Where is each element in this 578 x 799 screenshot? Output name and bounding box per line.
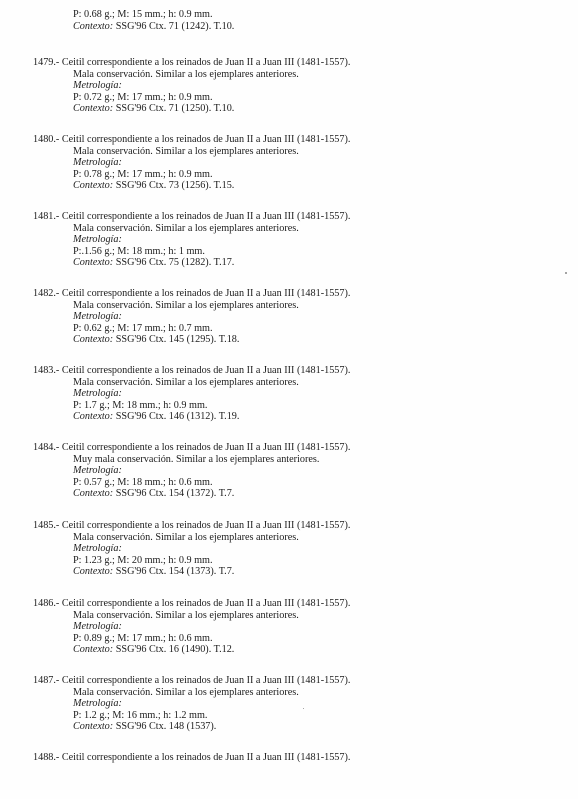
context-value: SSG'96 Ctx. 71 (1242). T.10. (113, 20, 235, 32)
entry-context (33, 180, 573, 192)
entry-metrics: P: 0.68 g.; M: 15 mm.; h: 0.9 mm. (73, 9, 213, 20)
context-value: SSG'96 Ctx. 154 (1373). T.7. (113, 566, 235, 578)
entry-description: Mala conservación. Similar a los ejemplares anteriores. (73, 68, 299, 80)
entry-context (33, 488, 573, 500)
context-value: SSG'96 Ctx. 145 (1295). T.18. (113, 334, 240, 346)
catalog-entry-1483 (33, 365, 573, 423)
catalog-entry-1488 (33, 752, 573, 764)
entry-metrics: P:.1.56 g.; M: 18 mm.; h: 1 mm. (73, 245, 205, 257)
catalog-entry-1480 (33, 134, 573, 192)
catalog-entry-1487 (33, 675, 573, 733)
metrology-label: Metrología: (73, 157, 122, 169)
entry-heading: 1479.- Ceitil correspondiente a los reinados de Juan II a Juan III (1481-1557). (33, 57, 351, 68)
entry-heading: 1488.- Ceitil correspondiente a los reinados de Juan II a Juan III (1481-1557). (33, 752, 351, 763)
entry-context (33, 21, 573, 33)
context-label: Contexto: (73, 103, 114, 115)
metrology-label: Metrología: (73, 80, 122, 92)
entry-context (33, 566, 573, 578)
catalog-entry-1479 (33, 57, 573, 115)
context-label: Contexto: (73, 721, 114, 733)
metrology-label: Metrología: (73, 621, 122, 633)
entry-description: Mala conservación. Similar a los ejemplares anteriores. (73, 222, 299, 234)
entry-description: Mala conservación. Similar a los ejemplares anteriores. (73, 531, 299, 543)
catalog-entry-1485 (33, 520, 573, 578)
entry-description: Mala conservación. Similar a los ejemplares anteriores. (73, 145, 299, 157)
entry-context (33, 257, 573, 269)
catalog-entry-1484 (33, 442, 573, 500)
context-value: SSG'96 Ctx. 146 (1312). T.19. (113, 411, 240, 423)
entry-description: Mala conservación. Similar a los ejemplares anteriores. (73, 686, 299, 698)
entry-heading: 1485.- Ceitil correspondiente a los reinados de Juan II a Juan III (1481-1557). (33, 520, 351, 531)
entry-metrics: P: 0.78 g.; M: 17 mm.; h: 0.9 mm. (73, 168, 213, 180)
context-label: Contexto: (73, 644, 114, 656)
catalog-entry-1481 (33, 211, 573, 269)
context-value: SSG'96 Ctx. 16 (1490). T.12. (113, 644, 235, 656)
entry-metrics: P: 0.72 g.; M: 17 mm.; h: 0.9 mm. (73, 91, 213, 103)
metrology-label: Metrología: (73, 543, 122, 555)
entry-heading: 1481.- Ceitil correspondiente a los reinados de Juan II a Juan III (1481-1557). (33, 211, 351, 222)
metrology-label: Metrología: (73, 311, 122, 323)
entry-context (33, 411, 573, 423)
context-label: Contexto: (73, 566, 114, 578)
entry-heading: 1487.- Ceitil correspondiente a los reinados de Juan II a Juan III (1481-1557). (33, 675, 351, 686)
entry-context (33, 644, 573, 656)
entry-metrics: P: 1.2 g.; M: 16 mm.; h: 1.2 mm. (73, 709, 208, 721)
entry-1478-tail (33, 9, 573, 32)
entry-heading: 1482.- Ceitil correspondiente a los reinados de Juan II a Juan III (1481-1557). (33, 288, 351, 299)
context-value: SSG'96 Ctx. 75 (1282). T.17. (113, 257, 235, 269)
entry-description: Muy mala conservación. Similar a los ejemplares anteriores. (73, 453, 320, 465)
entry-context (33, 721, 573, 733)
metrology-label: Metrología: (73, 698, 122, 710)
entry-heading: 1486.- Ceitil correspondiente a los reinados de Juan II a Juan III (1481-1557). (33, 598, 351, 609)
entry-metrics: P: 1.7 g.; M: 18 mm.; h: 0.9 mm. (73, 399, 208, 411)
scan-speck (303, 708, 304, 709)
entry-context (33, 103, 573, 115)
catalog-entry-1486 (33, 598, 573, 656)
context-value: SSG'96 Ctx. 154 (1372). T.7. (113, 488, 235, 500)
entry-metrics: P: 0.89 g.; M: 17 mm.; h: 0.6 mm. (73, 632, 213, 644)
scan-speck (565, 272, 567, 274)
entry-metrics: P: 1.23 g.; M: 20 mm.; h: 0.9 mm. (73, 554, 213, 566)
entry-description: Mala conservación. Similar a los ejemplares anteriores. (73, 376, 299, 388)
context-label: Contexto: (73, 257, 114, 269)
entry-metrics: P: 0.57 g.; M: 18 mm.; h: 0.6 mm. (73, 476, 213, 488)
entry-metrics: P: 0.62 g.; M: 17 mm.; h: 0.7 mm. (73, 322, 213, 334)
entry-heading: 1480.- Ceitil correspondiente a los reinados de Juan II a Juan III (1481-1557). (33, 134, 351, 145)
catalog-entry-1482 (33, 288, 573, 346)
metrology-label: Metrología: (73, 234, 122, 246)
metrology-label: Metrología: (73, 388, 122, 400)
context-label: Contexto: (73, 488, 114, 500)
entry-heading: 1484.- Ceitil correspondiente a los reinados de Juan II a Juan III (1481-1557). (33, 442, 351, 453)
context-value: SSG'96 Ctx. 148 (1537). (113, 721, 217, 733)
context-value: SSG'96 Ctx. 73 (1256). T.15. (113, 180, 235, 192)
context-value: SSG'96 Ctx. 71 (1250). T.10. (113, 103, 235, 115)
metrology-label: Metrología: (73, 465, 122, 477)
context-label: Contexto: (73, 411, 114, 423)
context-label: Contexto: (73, 180, 114, 192)
entry-description: Mala conservación. Similar a los ejemplares anteriores. (73, 299, 299, 311)
entry-heading: 1483.- Ceitil correspondiente a los reinados de Juan II a Juan III (1481-1557). (33, 365, 351, 376)
entry-context (33, 334, 573, 346)
context-label: Contexto: (73, 20, 114, 32)
entry-description: Mala conservación. Similar a los ejemplares anteriores. (73, 609, 299, 621)
context-label: Contexto: (73, 334, 114, 346)
